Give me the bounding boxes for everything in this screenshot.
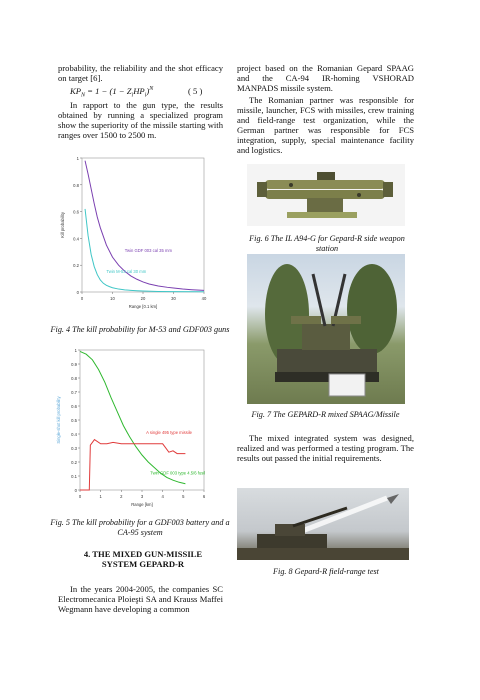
- series-label: Twin GDF 003 type 4.5/6 fusil: [150, 470, 206, 476]
- x-axis-label: Range [0.1 km]: [128, 304, 158, 309]
- fig8-caption: Fig. 8 Gepard-R field-range test: [273, 567, 379, 576]
- right-paragraph-1: project based on the Romanian Gepard SPAAG and the CA-94 IR-homing VSHORAD MANPADS missile system.: [237, 63, 414, 93]
- x-tick-label: 5: [182, 494, 185, 499]
- plot-area: [80, 350, 204, 490]
- y-tick-label: 0.4: [71, 432, 77, 437]
- y-tick-label: 1: [76, 156, 79, 161]
- y-tick-label: 0.7: [71, 390, 77, 395]
- y-axis-label: Single-shot kill probability: [56, 396, 61, 444]
- right-paragraph-2: The Romanian partner was responsible for missile, launcher, FCS with missiles, crew training and field-range test organization, while the German partner was responsible for FCS integration, supply, special maintenance facility and logistics.: [237, 95, 414, 155]
- launcher-illustration: [247, 164, 405, 226]
- y-tick-label: 0.8: [73, 182, 79, 188]
- y-axis-label: Kill probability: [60, 212, 65, 238]
- x-tick-label: 2: [120, 494, 123, 499]
- x-tick-label: 20: [140, 296, 146, 301]
- y-tick-label: 0: [76, 290, 79, 295]
- eq-kp: KP: [70, 86, 81, 96]
- y-tick-label: 1: [74, 348, 77, 353]
- x-tick-label: 10: [110, 296, 115, 301]
- x-tick-label: 40: [201, 296, 207, 301]
- y-tick-label: 0.4: [73, 236, 79, 242]
- section-title: 4. THE MIXED GUN-MISSILE SYSTEM GEPARD-R: [83, 549, 203, 569]
- x-tick-label: 4: [161, 494, 164, 499]
- fig5-caption: Fig. 5 The kill probability for a GDF003 battery and a CA-95 system: [50, 518, 230, 537]
- x-tick-label: 3: [140, 494, 144, 499]
- y-tick-label: 0.1: [71, 474, 77, 479]
- eq-sub-n: N: [80, 92, 85, 99]
- gepard-illustration: [247, 254, 405, 404]
- x-tick-label: 1: [99, 494, 102, 499]
- y-tick-label: 0: [74, 488, 77, 493]
- right-paragraph-3: The mixed integrated system was designed, realized and was performed a testing program. The results out passed the initial requirements.: [237, 433, 414, 463]
- x-tick-label: 0: [78, 494, 82, 499]
- y-tick-label: 0.2: [71, 460, 77, 465]
- fig4-chart: [40, 152, 218, 312]
- equation-number: ( 5 ): [188, 86, 203, 96]
- fig6-caption: Fig. 6 The IL A94-G for Gepard-R side weapon station: [249, 234, 405, 253]
- fig6-launcher-image: [247, 164, 405, 226]
- x-axis-label: Range [km]: [131, 502, 153, 507]
- eq-close: ): [146, 86, 150, 96]
- eq-sub-i2: i: [144, 92, 147, 99]
- fig5-chart: [38, 344, 220, 512]
- left-paragraph-3: In the years 2004-2005, the companies SC Electromecanica Ploieşti SA and Krauss Maffei Wegmann have developing a common: [58, 584, 223, 614]
- series-label: A single 495 type missile: [146, 430, 192, 435]
- y-tick-label: 0.6: [73, 209, 79, 215]
- y-tick-label: 0.8: [71, 376, 77, 381]
- fig7-gepard-image: [247, 254, 405, 404]
- left-paragraph-2: In rapport to the gun type, the results obtained by running a specialized program show the superiority of the missile starting with ranges over 1500 to 2500 m.: [58, 100, 223, 140]
- left-paragraph-1: probability, the reliability and the shot efficacy on target [6].: [58, 63, 223, 83]
- series-label: Twin GDF 003 cal 35 mm: [124, 247, 172, 253]
- y-tick-label: 0.2: [73, 263, 79, 269]
- x-tick-label: 30: [171, 296, 176, 301]
- y-tick-label: 0.5: [71, 418, 77, 423]
- field-test-illustration: [237, 488, 409, 560]
- eq-sup-n: N: [149, 86, 154, 93]
- y-tick-label: 0.9: [71, 362, 77, 367]
- eq-sub-i: i: [131, 92, 134, 99]
- eq-body: = 1 − (1 − Z: [85, 86, 132, 96]
- eq-hp: HP: [133, 86, 145, 96]
- series-label: Twin M-53 cal 30 mm: [106, 269, 147, 275]
- equation-5: [70, 86, 223, 99]
- y-tick-label: 0.3: [71, 446, 77, 451]
- fig7-caption: Fig. 7 The GEPARD-R mixed SPAAG/Missile: [251, 410, 400, 419]
- y-tick-label: 0.6: [71, 404, 77, 409]
- x-tick-label: 0: [80, 296, 84, 301]
- x-tick-label: 6: [202, 494, 206, 499]
- fig4-caption: Fig. 4 The kill probability for M-53 and GDF003 guns: [50, 325, 230, 334]
- fig8-field-test-image: [237, 488, 409, 560]
